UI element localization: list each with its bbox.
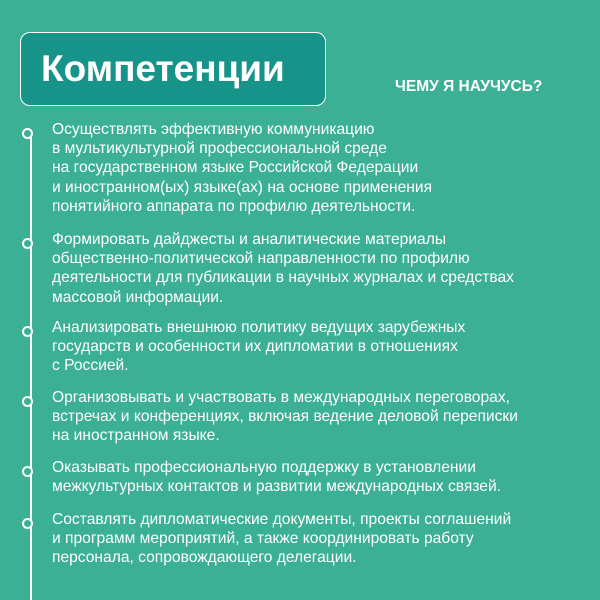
competency-line: Осуществлять эффективную коммуникацию	[52, 121, 375, 138]
competency-line: Составлять дипломатические документы, проекты соглашений	[52, 511, 512, 528]
competency-line: на государственном языке Российской Федерации	[52, 159, 419, 177]
competency-line: массовой информации.	[52, 288, 224, 306]
page-title: Компетенции	[41, 48, 285, 89]
competency-line: Оказывать профессиональную поддержку в установлении	[52, 459, 476, 476]
competency-line: общественно-политической направленности по профилю	[52, 250, 470, 268]
competency-line: межкультурных контактов и развитии международных связей.	[52, 478, 502, 496]
competency-line: с Россией.	[52, 357, 129, 375]
bullet-circle-icon	[22, 128, 33, 139]
competency-text	[52, 120, 592, 216]
title-box	[20, 32, 326, 106]
competency-text	[52, 458, 592, 496]
competency-line: на иностранном языке.	[52, 427, 220, 445]
competency-line: и иностранном(ых) языке(ах) на основе применения	[52, 178, 433, 196]
competency-line: встречах и конференциях, включая ведение деловой переписки	[52, 408, 518, 426]
competency-text	[52, 230, 592, 307]
competency-line: Формировать дайджесты и аналитические материалы	[52, 231, 447, 248]
competency-line: государств и особенности их дипломатии в отношениях	[52, 338, 458, 356]
bullet-circle-icon	[22, 396, 33, 407]
competency-text	[52, 318, 592, 376]
subtitle: ЧЕМУ Я НАУЧУСЬ?	[395, 78, 543, 95]
competency-text	[52, 388, 592, 446]
bullet-circle-icon	[22, 238, 33, 249]
competency-line: персонала, сопровождающего делегации.	[52, 549, 357, 567]
competency-line: Анализировать внешнюю политику ведущих зарубежных	[52, 319, 466, 336]
bullet-circle-icon	[22, 466, 33, 477]
timeline-line	[30, 134, 32, 600]
bullet-circle-icon	[22, 326, 33, 337]
competency-line: понятийного аппарата по профилю деятельности.	[52, 197, 416, 215]
competency-line: и программ мероприятий, а также координировать работу	[52, 530, 474, 548]
competency-text	[52, 510, 592, 568]
competency-line: в мультикультурной профессиональной среде	[52, 140, 387, 158]
competency-line: деятельности для публикации в научных журналах и средствах	[52, 269, 514, 287]
competency-line: Организовывать и участвовать в международных переговорах,	[52, 389, 510, 406]
bullet-circle-icon	[22, 518, 33, 529]
